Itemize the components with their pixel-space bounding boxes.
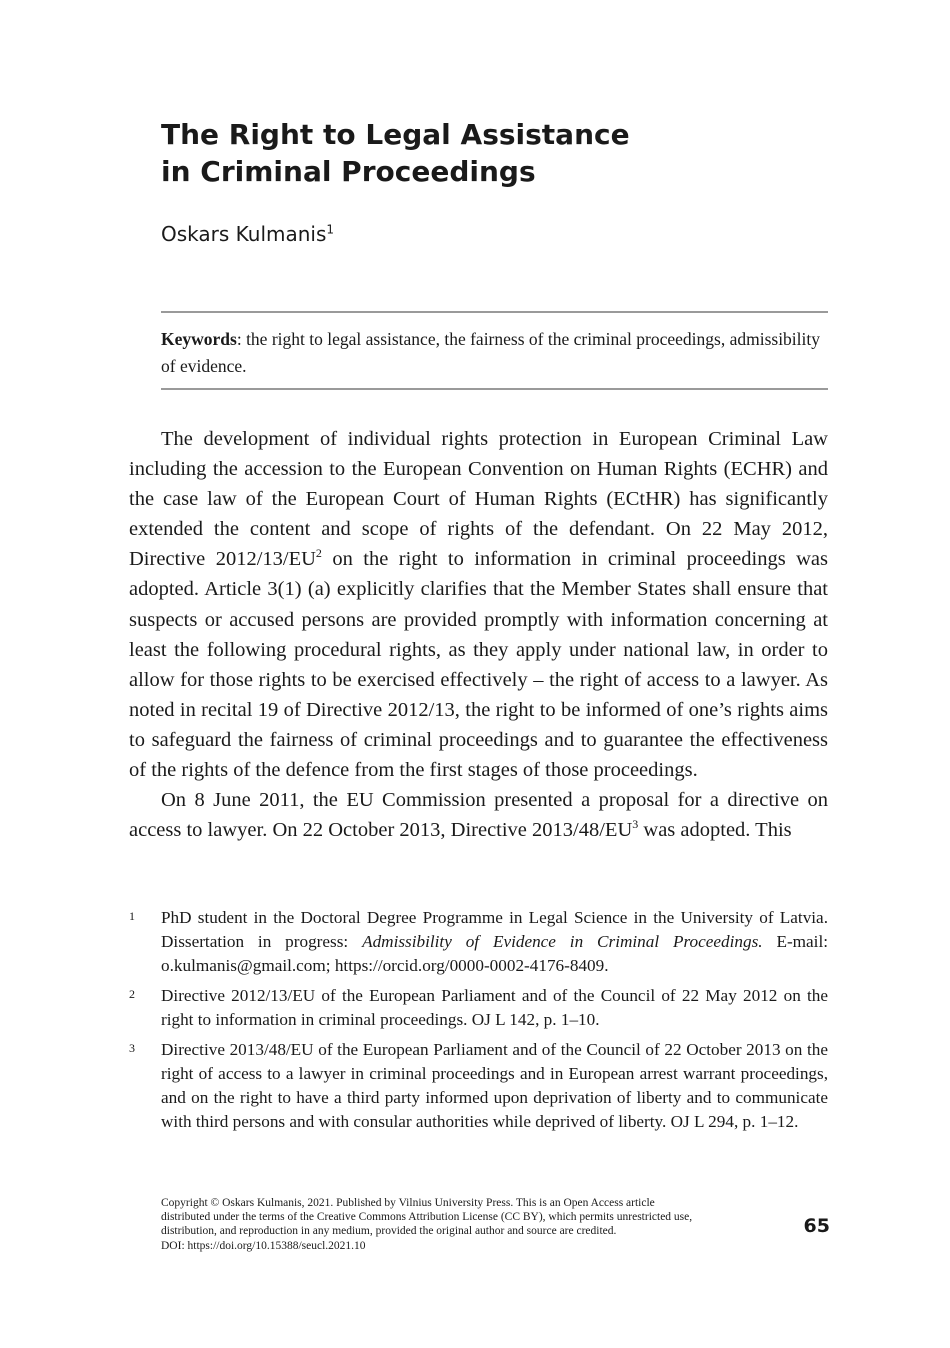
copyright-line-2: distributed under the terms of the Creative Commons Attribution License (CC BY), which permits unrestricted use, <box>161 1211 693 1224</box>
keywords-block <box>161 326 828 380</box>
footnote-2-text: Directive 2012/13/EU of the European Parliament and of the Council of 22 May 2012 on the right to information in criminal proceedings. OJ L 142, p. 1–10. <box>161 986 828 1029</box>
paragraph-2-part-a: On 8 June 2011, the EU Commission presented a proposal for a directive on access to lawyer. On 22 October 2013, Directive 2013/48/EU <box>129 789 828 842</box>
paragraph-2-part-b: was adopted. This <box>638 819 792 842</box>
copyright-notice <box>161 1196 771 1253</box>
author-name <box>161 220 334 248</box>
paragraph-1-part-b: on the right to information in criminal proceedings was adopted. Article 3(1) (a) explicitly clarifies that the Member States shall ensure that suspects or accused persons are provided promptly with information concerning at least the following procedural rights, as they apply under national law, in order to allow for those rights to be exercised effectively – the right of access to a lawyer. As noted in recital 19 of Directive 2012/13, the right to be informed of one’s rights aims to safeguard the fairness of criminal proceedings and to guarantee the effectiveness of the rights of the defence from the first stages of those proceedings. <box>129 548 828 782</box>
footnote-1-italic: Admissibility of Evidence in Criminal Proceedings. <box>362 932 763 951</box>
author-footnote-marker: 1 <box>326 222 335 237</box>
paragraph-2 <box>129 785 828 845</box>
keywords-top-rule <box>161 311 828 313</box>
footnote-1-text-a: PhD student in the Doctoral Degree Programme in Legal Science in the University of Latvia. Dissertation in progress: <box>161 908 828 951</box>
copyright-line-3: distribution, and reproduction in any medium, provided the original author and source are credited. <box>161 1225 617 1238</box>
footnotes <box>129 906 828 1140</box>
keywords-bottom-rule <box>161 388 828 390</box>
footnote-marker-2: 2 <box>315 546 322 561</box>
paragraph-1-part-a: The development of individual rights protection in European Criminal Law including the accession to the European Convention on Human Rights (ECHR) and the case law of the European Court of Human Rights (ECtHR) has significantly extended the content and scope of rights of the defendant. On 22 May 2012, Directive 2012/13/EU <box>129 428 828 571</box>
footnote-3 <box>129 1038 828 1134</box>
copyright-doi: DOI: https://doi.org/10.15388/seucl.2021.10 <box>161 1239 366 1252</box>
footnote-2-number: 2 <box>129 987 135 1001</box>
footnote-1-number: 1 <box>129 909 135 923</box>
title-line-2: in Criminal Proceedings <box>161 155 536 188</box>
keywords-label: Keywords <box>161 329 237 349</box>
article-title <box>161 116 781 190</box>
footnote-1-text-b: E-mail: o.kulmanis@gmail.com; https://orcid.org/0000-0002-4176-8409. <box>161 932 828 975</box>
footnote-1 <box>129 906 828 978</box>
footnote-3-number: 3 <box>129 1041 135 1055</box>
body-text <box>129 424 828 845</box>
author-text: Oskars Kulmanis <box>161 222 327 246</box>
footnote-3-text: Directive 2013/48/EU of the European Parliament and of the Council of 22 October 2013 on the right of access to a lawyer in criminal proceedings and in European arrest warrant proceedings, and on the right to have a third party informed upon deprivation of liberty and to communicate with third persons and with consular authorities while deprived of liberty. OJ L 294, p. 1–12. <box>161 1040 828 1131</box>
footnote-marker-3: 3 <box>632 817 639 832</box>
page-number: 65 <box>803 1215 830 1237</box>
copyright-line-1: Copyright © Oskars Kulmanis, 2021. Published by Vilnius University Press. This is an Open Access article <box>161 1197 655 1209</box>
footnote-2 <box>129 984 828 1032</box>
keywords-text: : the right to legal assistance, the fairness of the criminal proceedings, admissibility of evidence. <box>161 329 821 376</box>
paragraph-1 <box>129 424 828 785</box>
title-line-1: The Right to Legal Assistance <box>161 118 630 151</box>
